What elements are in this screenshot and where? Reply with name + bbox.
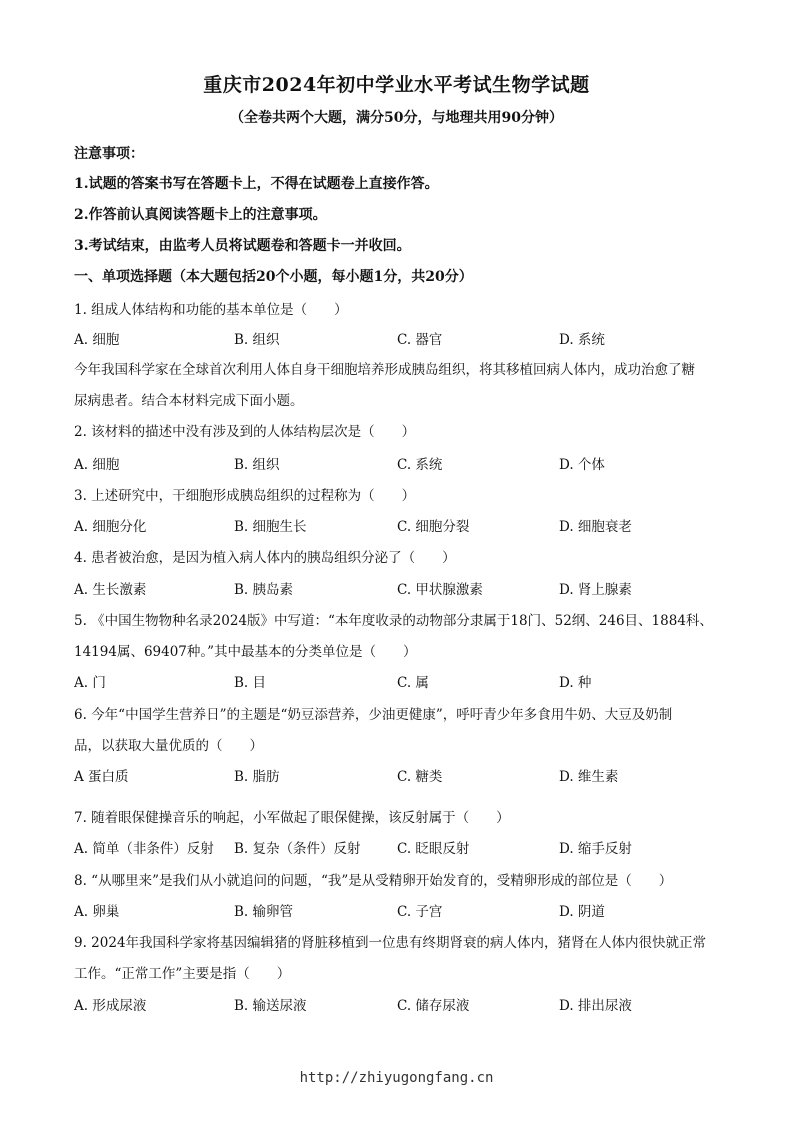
- option-a: A. 生长激素: [74, 582, 147, 598]
- option-c: C. 细胞分裂: [397, 519, 470, 535]
- question-3-stem: 3. 上述研究中，干细胞形成胰岛组织的过程称为（ ）: [74, 488, 416, 504]
- option-d: D. 系统: [559, 332, 605, 348]
- option-d: D. 维生素: [559, 769, 619, 785]
- page-subtitle: （全卷共两个大题，满分50分，与地理共用90分钟）: [230, 110, 563, 126]
- option-d: D. 肾上腺素: [559, 582, 632, 598]
- notice-item-3: 3.考试结束，由监考人员将试题卷和答题卡一并收回。: [74, 238, 411, 254]
- option-d: D. 缩手反射: [559, 841, 632, 857]
- notice-item-2: 2.作答前认真阅读答题卡上的注意事项。: [74, 207, 327, 223]
- option-b: B. 目: [234, 675, 267, 691]
- question-6-options: [74, 765, 724, 785]
- option-a: A 蛋白质: [74, 769, 129, 785]
- option-a: A. 细胞: [74, 332, 120, 348]
- question-7-options: [74, 837, 724, 857]
- question-9-options: [74, 994, 724, 1014]
- option-c: C. 系统: [397, 457, 443, 473]
- question-6-stem-1: 6. 今年“中国学生营养日”的主题是“奶豆添营养，少油更健康”，呼吁青少年多食用牛奶、大豆及奶制: [74, 707, 673, 723]
- option-d: D. 细胞衰老: [559, 519, 632, 535]
- question-2-options: [74, 453, 724, 473]
- section-heading: 一、单项选择题（本大题包括20个小题，每小题1分，共20分）: [74, 269, 473, 285]
- question-8-stem: 8. “从哪里来”是我们从小就追问的问题，“我”是从受精卵开始发育的，受精卵形成的部位是（ ）: [74, 873, 673, 889]
- question-3-options: [74, 515, 724, 535]
- question-5-stem-2: 14194属、69407种。”其中最基本的分类单位是（ ）: [74, 644, 417, 660]
- question-1-stem: 1. 组成人体结构和功能的基本单位是（ ）: [74, 302, 348, 318]
- notice-item-1: 1.试题的答案书写在答题卡上，不得在试题卷上直接作答。: [74, 176, 439, 192]
- option-b: B. 输卵管: [234, 904, 294, 920]
- page-title: 重庆市2024年初中学业水平考试生物学试题: [203, 74, 590, 96]
- option-d: D. 个体: [559, 457, 605, 473]
- question-4-options: [74, 578, 724, 598]
- question-2-stem: 2. 该材料的描述中没有涉及到的人体结构层次是（ ）: [74, 424, 416, 440]
- option-d: D. 排出尿液: [559, 998, 632, 1014]
- option-b: B. 脂肪: [234, 769, 280, 785]
- footer-url: http://zhiyugongfang.cn: [299, 1070, 494, 1086]
- option-b: B. 组织: [234, 457, 280, 473]
- option-c: C. 甲状腺激素: [397, 582, 483, 598]
- material-line-2: 尿病患者。结合本材料完成下面小题。: [74, 393, 304, 409]
- option-b: B. 复杂（条件）反射: [234, 841, 361, 857]
- option-a: A. 细胞: [74, 457, 120, 473]
- question-8-options: [74, 900, 724, 920]
- option-d: D. 阴道: [559, 904, 605, 920]
- option-a: A. 形成尿液: [74, 998, 147, 1014]
- question-9-stem-2: 工作。“正常工作”主要是指（ ）: [74, 966, 291, 982]
- option-b: B. 输送尿液: [234, 998, 307, 1014]
- option-c: C. 眨眼反射: [397, 841, 470, 857]
- option-b: B. 胰岛素: [234, 582, 294, 598]
- material-line-1: 今年我国科学家在全球首次利用人体自身干细胞培养形成胰岛组织，将其移植回病人体内，成功治愈了糖: [74, 362, 695, 378]
- option-a: A. 卵巢: [74, 904, 120, 920]
- option-c: C. 子宫: [397, 904, 443, 920]
- question-5-options: [74, 671, 724, 691]
- notice-heading: 注意事项：: [74, 146, 144, 162]
- question-4-stem: 4. 患者被治愈，是因为植入病人体内的胰岛组织分泌了（ ）: [74, 550, 456, 566]
- question-1-options: [74, 328, 724, 348]
- question-7-stem: 7. 随着眼保健操音乐的响起，小军做起了眼保健操，该反射属于（ ）: [74, 810, 510, 826]
- option-b: B. 组织: [234, 332, 280, 348]
- question-5-stem-1: 5. 《中国生物物种名录2024版》中写道：“本年度收录的动物部分隶属于18门、52纲、246目、1884科、: [74, 613, 713, 629]
- option-c: C. 属: [397, 675, 429, 691]
- option-a: A. 门: [74, 675, 106, 691]
- question-6-stem-2: 品，以获取大量优质的（ ）: [74, 738, 263, 754]
- question-9-stem-1: 9. 2024年我国科学家将基因编辑猪的肾脏移植到一位患有终期肾衰的病人体内，猪肾在人体内很快就正常: [74, 935, 707, 951]
- option-b: B. 细胞生长: [234, 519, 307, 535]
- option-a: A. 简单（非条件）反射: [74, 841, 214, 857]
- option-c: C. 储存尿液: [397, 998, 470, 1014]
- option-c: C. 器官: [397, 332, 443, 348]
- option-d: D. 种: [559, 675, 592, 691]
- option-c: C. 糖类: [397, 769, 443, 785]
- option-a: A. 细胞分化: [74, 519, 147, 535]
